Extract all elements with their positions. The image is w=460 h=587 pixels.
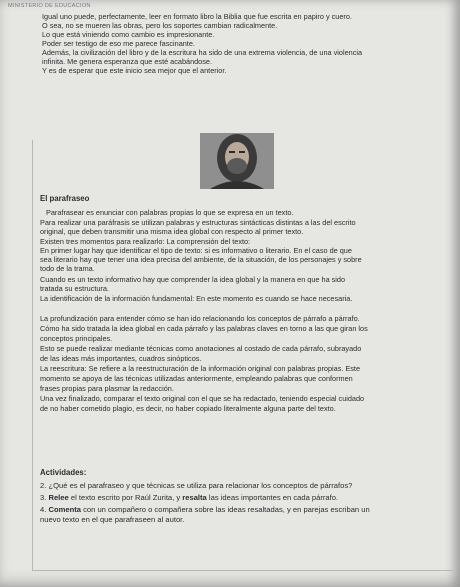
activity-continuation: nuevo texto en el que parafraseen al autor. [40, 515, 185, 524]
body-line: Esto se puede realizar mediante técnicas como anotaciones al costado de cada párrafo, subrayado [40, 344, 362, 353]
intro-line: O sea, no se mueren las obras, pero los soportes cambian radicalmente. [42, 21, 278, 30]
body-line: Existen tres momentos para realizarlo: La comprensión del texto: [40, 237, 251, 246]
activity-verb: Comenta [48, 505, 81, 514]
activity-text: con un compañero o compañera sobre las ideas resaltadas, y en parejas escriban un [83, 505, 370, 514]
intro-line: Igual uno puede, perfectamente, leer en formato libro la Biblia que fue escrita en papiro y cuero. [42, 12, 352, 21]
author-photo [200, 133, 274, 189]
body-line: Una vez finalizado, comparar el texto original con el que se ha redactado, teniendo especial cuidado [40, 394, 365, 403]
body-line: original, que deben transmitir una misma idea global con respecto al primer texto. [40, 227, 304, 236]
body-line: Cómo ha sido tratada la idea global en cada párrafo y las palabras claves en torno a las que giran los [40, 324, 368, 333]
body-line: Parafrasear es enunciar con palabras propias lo que se expresa en un texto. [46, 208, 294, 217]
body-line: La identificación de la información fundamental: En este momento es cuando se hace necesaria. [40, 294, 353, 303]
section-title: El parafraseo [40, 194, 90, 203]
activity-item [40, 505, 370, 514]
intro-line: Y es de esperar que este inicio sea mejor que el anterior. [42, 66, 227, 75]
activity-number: 3. [40, 493, 47, 502]
activity-item [40, 481, 352, 490]
activity-number: 2. [40, 481, 47, 490]
body-line: Para realizar una paráfrasis se utilizan palabras y estructuras sintácticas distintas a las del escrito [40, 218, 356, 227]
intro-line: Poder ser testigo de eso me parece fascinante. [42, 39, 195, 48]
intro-line: infinita. Me genera esperanza que esté acabándose. [42, 57, 212, 66]
body-line: conceptos principales. [40, 334, 113, 343]
activity-number: 4. [40, 505, 47, 514]
body-line: La reescritura: Se refiere a la reestructuración de la información original con palabras propias. Este [40, 364, 361, 373]
body-line: momento se apoya de las técnicas utilizadas anteriormente, empleando palabras que conformen [40, 374, 353, 383]
activity-item [40, 493, 338, 502]
body-line: En primer lugar hay que identificar el tipo de texto: si es informativo o literario. En el caso de que [40, 246, 352, 255]
intro-line: Además, la civilización del libro y de la escritura ha sido de una extrema violencia, de una violencia [42, 48, 363, 57]
ministry-header: MINISTERIO DE EDUCACION [8, 3, 91, 9]
activities-title: Actividades: [40, 468, 87, 477]
activity-text: las ideas importantes en cada párrafo. [208, 493, 339, 502]
activity-verb: Relee [48, 493, 69, 502]
body-line: de las ideas más importantes, cuadros sinópticos. [40, 354, 202, 363]
body-line: de no haber cometido plagio, es decir, no haber copiado literalmente alguna parte del texto. [40, 404, 336, 413]
activity-text: ¿Qué es el parafraseo y que técnicas se utiliza para relacionar los conceptos de párrafos? [48, 481, 353, 490]
body-line: La profundización para entender cómo se han ido relacionando los conceptos de párrafo a párrafo. [40, 314, 360, 323]
activity-verb: resalta [182, 493, 207, 502]
intro-line: Lo que está viniendo como cambio es impresionante. [42, 30, 215, 39]
activity-text: el texto escrito por Raúl Zurita, y [70, 493, 181, 502]
body-line: Cuando es un texto informativo hay que comprender la idea global y la manera en que ha sido [40, 275, 346, 284]
body-line: frases propias para plasmar la redacción. [40, 384, 174, 393]
body-line: sea literario hay que tener una idea precisa del ambiente, de la situación, de los personajes y sobre [40, 255, 362, 264]
body-line: todo de la trama. [40, 264, 95, 273]
body-line: tratada su estructura. [40, 284, 109, 293]
